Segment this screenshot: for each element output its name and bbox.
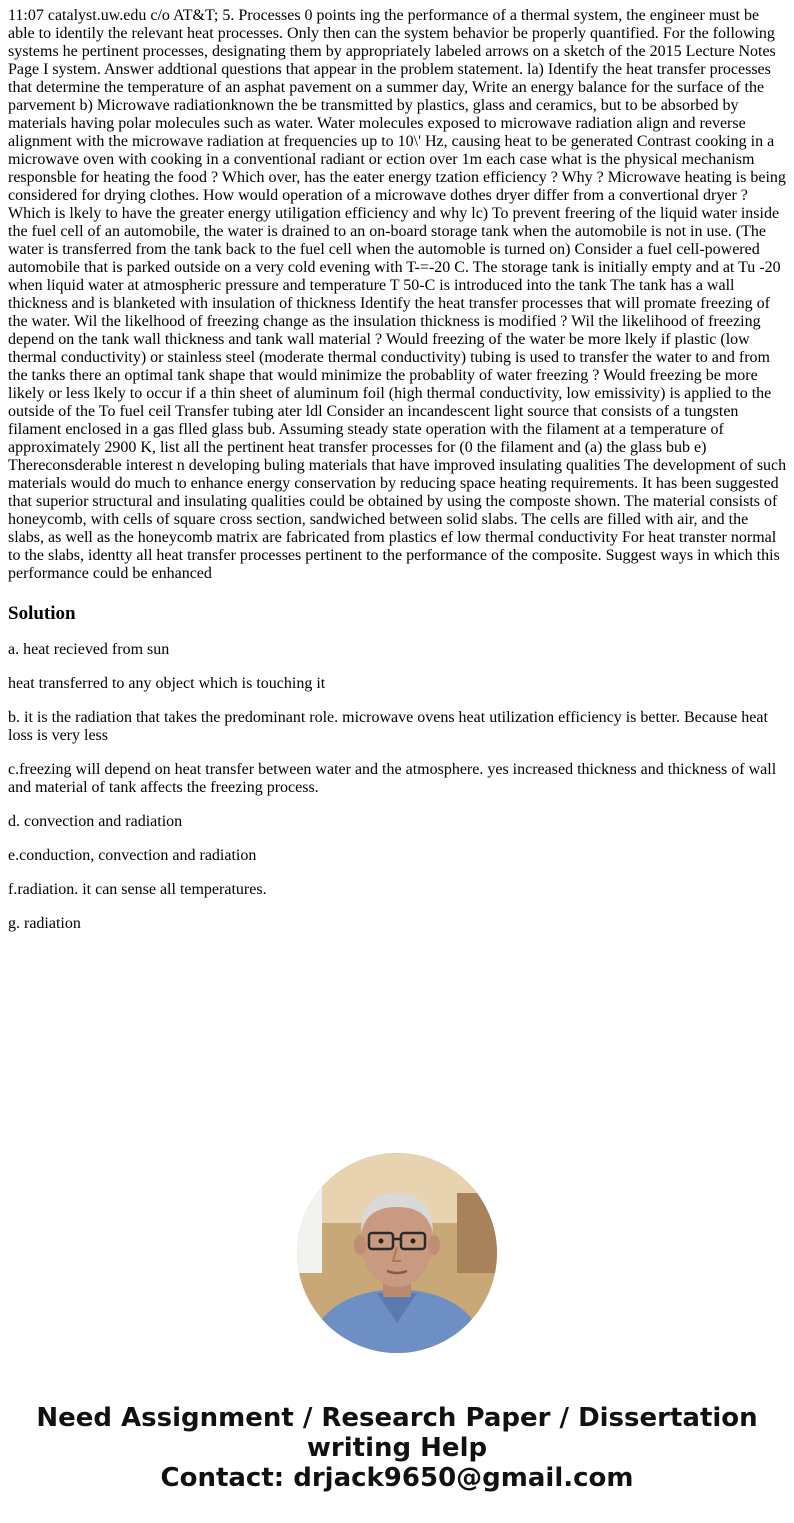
answer-e: e.conduction, convection and radiation	[8, 847, 257, 864]
solution-answers	[8, 641, 788, 949]
author-avatar	[297, 1153, 497, 1353]
answer-a: a. heat recieved from sun	[8, 641, 170, 658]
author-photo-illustration	[297, 1153, 497, 1353]
answer-g: g. radiation	[8, 915, 81, 932]
promo-banner	[0, 1403, 794, 1493]
solution-heading: Solution	[8, 603, 76, 624]
promo-line-1: Need Assignment / Research Paper / Dissertation	[36, 1403, 758, 1433]
promo-line-2: writing Help	[306, 1433, 488, 1463]
answer-c: c.freezing will depend on heat transfer between water and the atmosphere. yes increased thickness and thickness of wall and material of tank affects the freezing process.	[8, 761, 777, 796]
answer-d: d. convection and radiation	[8, 813, 183, 830]
promo-contact: Contact: drjack9650@gmail.com	[160, 1463, 634, 1493]
answer-f: f.radiation. it can sense all temperatures.	[8, 881, 267, 898]
answer-b: b. it is the radiation that takes the predominant role. microwave ovens heat utilization efficiency is better. Because heat loss is very less	[8, 709, 768, 744]
answer-a-continued: heat transferred to any object which is touching it	[8, 675, 326, 692]
question-text: 11:07 catalyst.uw.edu c/o AT&T; 5. Processes 0 points ing the performance of a thermal system, the engineer must be able to identily the relevant heat processes. Only then can the system behavior be properly quantified. For the following systems he pertinent processes, designating them by appropriately labeled arrows on a sketch of the 2015 Lecture Notes Page I system. Answer addtional questions that appear in the problem statement. la) Identify the heat transfer processes that determine the temperature of an asphat pavement on a summer day, Write an energy balance for the surface of the parvement b) Microwave radiationknown the be transmitted by plastics, glass and ceramics, but to be absorbed by materials having polar molecules such as water. Water molecules exposed to microwave radiation align and reverse alignment with the microwave radiation at frequencies up to 10\' Hz, causing heat to be generated Contrast cooking in a microwave oven with cooking in a conventional radiant or ection over 1m each case what is the physical mechanism responsble for heating the food ? Which over, has the eater energy tzation efficiency ? Why ? Microwave heating is being considered for drying clothes. How would operation of a microwave dothes dryer differ from a convertional dryer ? Which is lkely to have the greater energy utiligation efficiency and why lc) To prevent freering of the liquid water inside the fuel cell of an automobile, the water is drained to an on-board storage tank when the automobile is not in use. (The water is transferred from the tank back to the fuel cell when the automoble is turned on) Consider a fuel cell-powered automobile that is parked outside on a very cold evening with T-=-20 C. The storage tank is initially empty and at Tu -20 when liquid water at atmospheric pressure and temperature T 50-C is introduced into the tank The tank has a wall thickness and is blanketed with insulation of thickness Identify the heat transfer processes that will promate freezing of the water. Wil the likelhood of freezing change as the insulation thickness is modified ? Wil the likelihood of freezing depend on the tank wall thickness and tank wall material ? Would freezing of the water be more lkely if plastic (low thermal conductivity) or stainless steel (moderate thermal conductivity) tubing is used to transfer the water to and from the tanks there an optimal tank shape that would minimize the probablity of water freezing ? Would freezing be more likely or less lkely to occur if a thin sheet of aluminum foil (high thermal conductivity, low emissivity) is applied to the outside of the To fuel ceil Transfer tubing ater ldl Consider an incandescent light source that consists of a tungsten filament enclosed in a gas flled glass bub. Assuming steady state operation with the filament at a temperature of approximately 2900 K, list all the pertinent heat transfer processes for (0 the filament and (a) the glass bub e) Thereconsderable interest n developing buling materials that have improved insulating qualities The development of such materials would do much to enhance energy conservation by reducing space heating requirements. It has been suggested that superior structural and insulating qualities could be obtained by using the composte shown. The material consists of honeycomb, with cells of square cross section, sandwiched between solid slabs. The cells are filled with air, and the slabs, as well as the honeycomb matrix are fabricated from plastics ef low thermal conductivity For heat transter normal to the slabs, identty all heat transfer processes pertinent to the performance of the composite. Suggest ways in which this performance could be enhanced	[8, 7, 787, 582]
